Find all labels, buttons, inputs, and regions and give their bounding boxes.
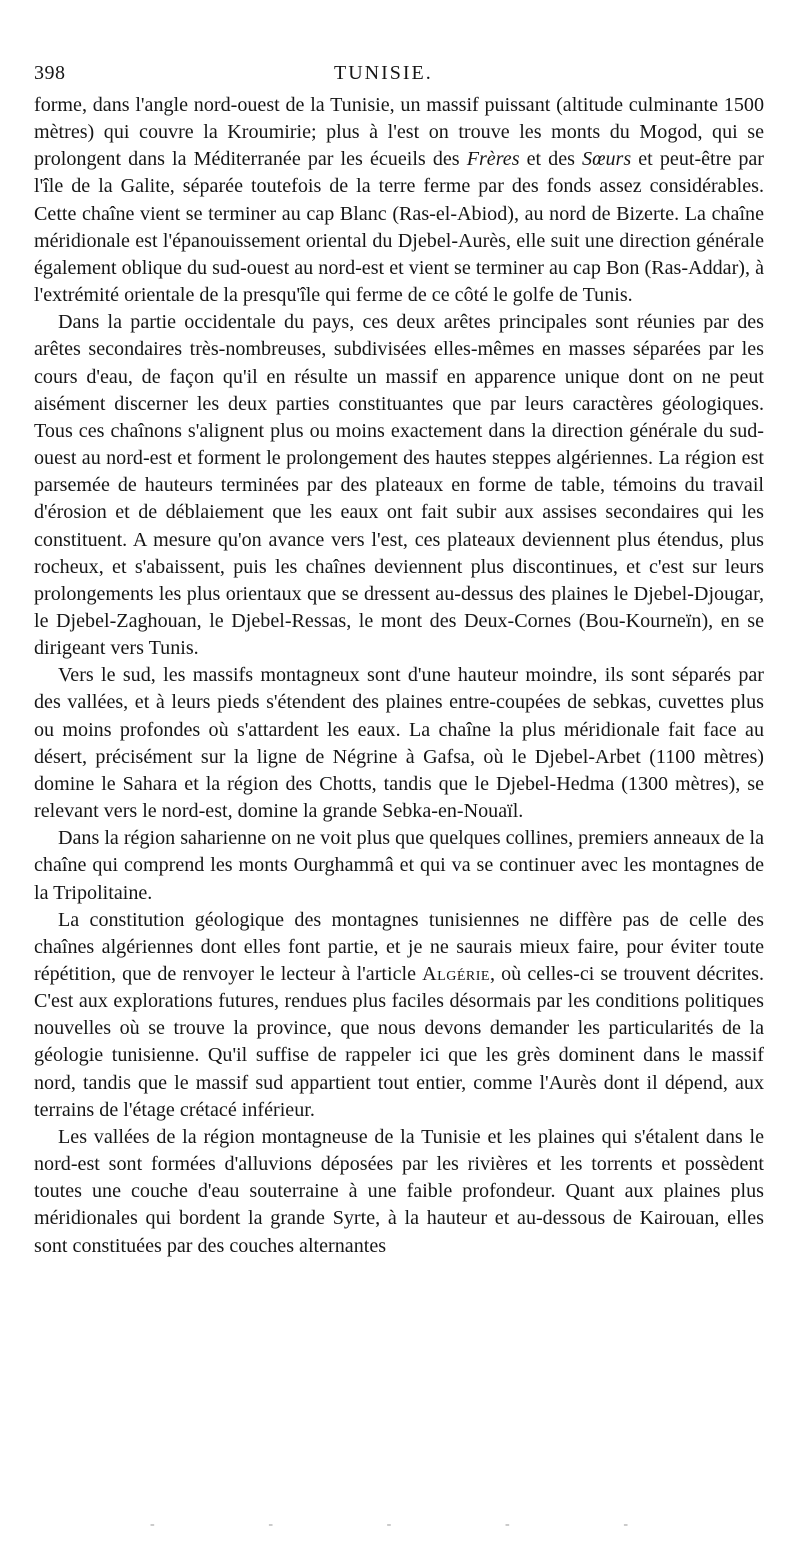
book-page [34, 62, 764, 1260]
text-run-smallcaps: Algérie [422, 963, 490, 985]
text-run: Dans la région saharienne on ne voit plus que quelques collines, premiers anneaux de la chaîne qui comprend les monts Ourghammâ et qui va se continuer avec les montagnes de la Tripolitaine. [34, 827, 764, 904]
paragraph-3 [34, 662, 764, 825]
text-run: et peut-être par l'île de la Galite, séparée toutefois de la terre ferme par des fonds assez considérables. Cette chaîne vient se terminer au cap Blanc (Ras-el-Abiod), au nord de Bizerte. La chaîne méridionale est l'épanouissement oriental du Djebel-Aurès, elle suit une direction générale également oblique du sud-ouest au nord-est et vient se terminer au cap Bon (Ras-Addar), à l'extrémité orientale de la presqu'île qui ferme de ce côté le golfe de Tunis. [34, 148, 764, 307]
text-run: Les vallées de la région montagneuse de la Tunisie et les plaines qui s'étalent dans le nord-est sont formées d'alluvions déposées par les rivières et les torrents et possèdent toutes une couche d'eau souterraine à une faible profondeur. Quant aux plaines plus méridionales qui bordent la grande Syrte, à la hauteur et au-dessous de Kairouan, elles sont constituées par des couches alternantes [34, 1125, 764, 1257]
scan-mark: - [386, 1517, 394, 1532]
paragraph-6 [34, 1124, 764, 1260]
text-run-italic: Sœurs [582, 148, 632, 171]
scan-marks [150, 1517, 630, 1533]
running-header [34, 62, 764, 92]
text-run: Dans la partie occidentale du pays, ces deux arêtes principales sont réunies par des arêtes secondaires très-nombreuses, subdivisées elles-mêmes en masses séparées par les cours d'eau, de façon qu'il en résulte un massif en apparence unique dont on ne peut aisément discerner les deux parties constituantes que par leurs caractères géologiques. Tous ces chaînons s'alignent plus ou moins exactement dans la direction générale du sud-ouest au nord-est et forment le prolongement des hautes steppes algériennes. La région est parsemée de hauteurs terminées par des plateaux en forme de table, témoins du travail d'érosion et de déblaiement que les eaux ont fait subir aux assises secondaires qui les constituent. A mesure qu'on avance vers l'est, ces plateaux deviennent plus étendus, plus rocheux, et s'abaissent, puis les chaînes deviennent plus discontinues, et c'est sur leurs prolongements les plus orientaux que se dressent au-dessus des plaines le Djebel-Djougar, le Djebel-Zaghouan, le Djebel-Ressas, le mont des Deux-Cornes (Bou-Kourneïn), en se dirigeant vers Tunis. [34, 311, 764, 660]
text-run: La constitution géologique des montagnes tunisiennes ne diffère pas de celle des chaînes algériennes dont elles font partie, et je ne saurais mieux faire, pour éviter toute répétition, que de renvoyer le lecteur à l'article [34, 908, 764, 985]
text-run: , où celles-ci se trouvent décrites. C'est aux explorations futures, rendues plus faciles désormais par les conditions politiques nouvelles où se trouve la province, que nous devons demander les particularités de la géologie tunisienne. Qu'il suffise de rappeler ici que les grès dominent dans le massif nord, tandis que le massif sud appartient tout entier, comme l'Aurès dont il dépend, aux terrains de l'étage crétacé inférieur. [34, 963, 765, 1121]
page-number: 398 [34, 62, 66, 84]
paragraph-4 [34, 825, 764, 906]
running-title: TUNISIE. [334, 62, 433, 84]
scan-mark: - [623, 1517, 630, 1532]
scan-mark: - [150, 1517, 157, 1532]
scan-mark: - [504, 1517, 512, 1532]
text-run-italic: Frères [466, 148, 520, 171]
scan-mark: - [268, 1517, 275, 1532]
text-run: Vers le sud, les massifs montagneux sont d'une hauteur moindre, ils sont séparés par des vallées, et à leurs pieds s'étendent des plaines entre-coupées de sebkas, cuvettes plus ou moins profondes où s'attardent les eaux. La chaîne la plus méridionale fait face au désert, précisément sur la ligne de Négrine à Gafsa, où le Djebel-Arbet (1100 mètres) domine le Sahara et la région des Chotts, tandis que le Djebel-Hedma (1300 mètres), se relevant vers le nord-est, domine la grande Sebka-en-Nouaïl. [34, 664, 764, 823]
text-run: et des [519, 148, 583, 171]
paragraph-continued-1 [34, 92, 764, 309]
body-text [34, 92, 764, 1260]
paragraph-2 [34, 309, 764, 662]
paragraph-5 [34, 907, 764, 1124]
text-run: forme, dans l'angle nord-ouest de la Tunisie, un massif puissant (altitude culminante 1500 mètres) qui couvre la Kroumirie; plus à l'est on trouve les monts du Mogod, qui se prolongent dans la Méditerranée par les écueils des [34, 94, 764, 171]
